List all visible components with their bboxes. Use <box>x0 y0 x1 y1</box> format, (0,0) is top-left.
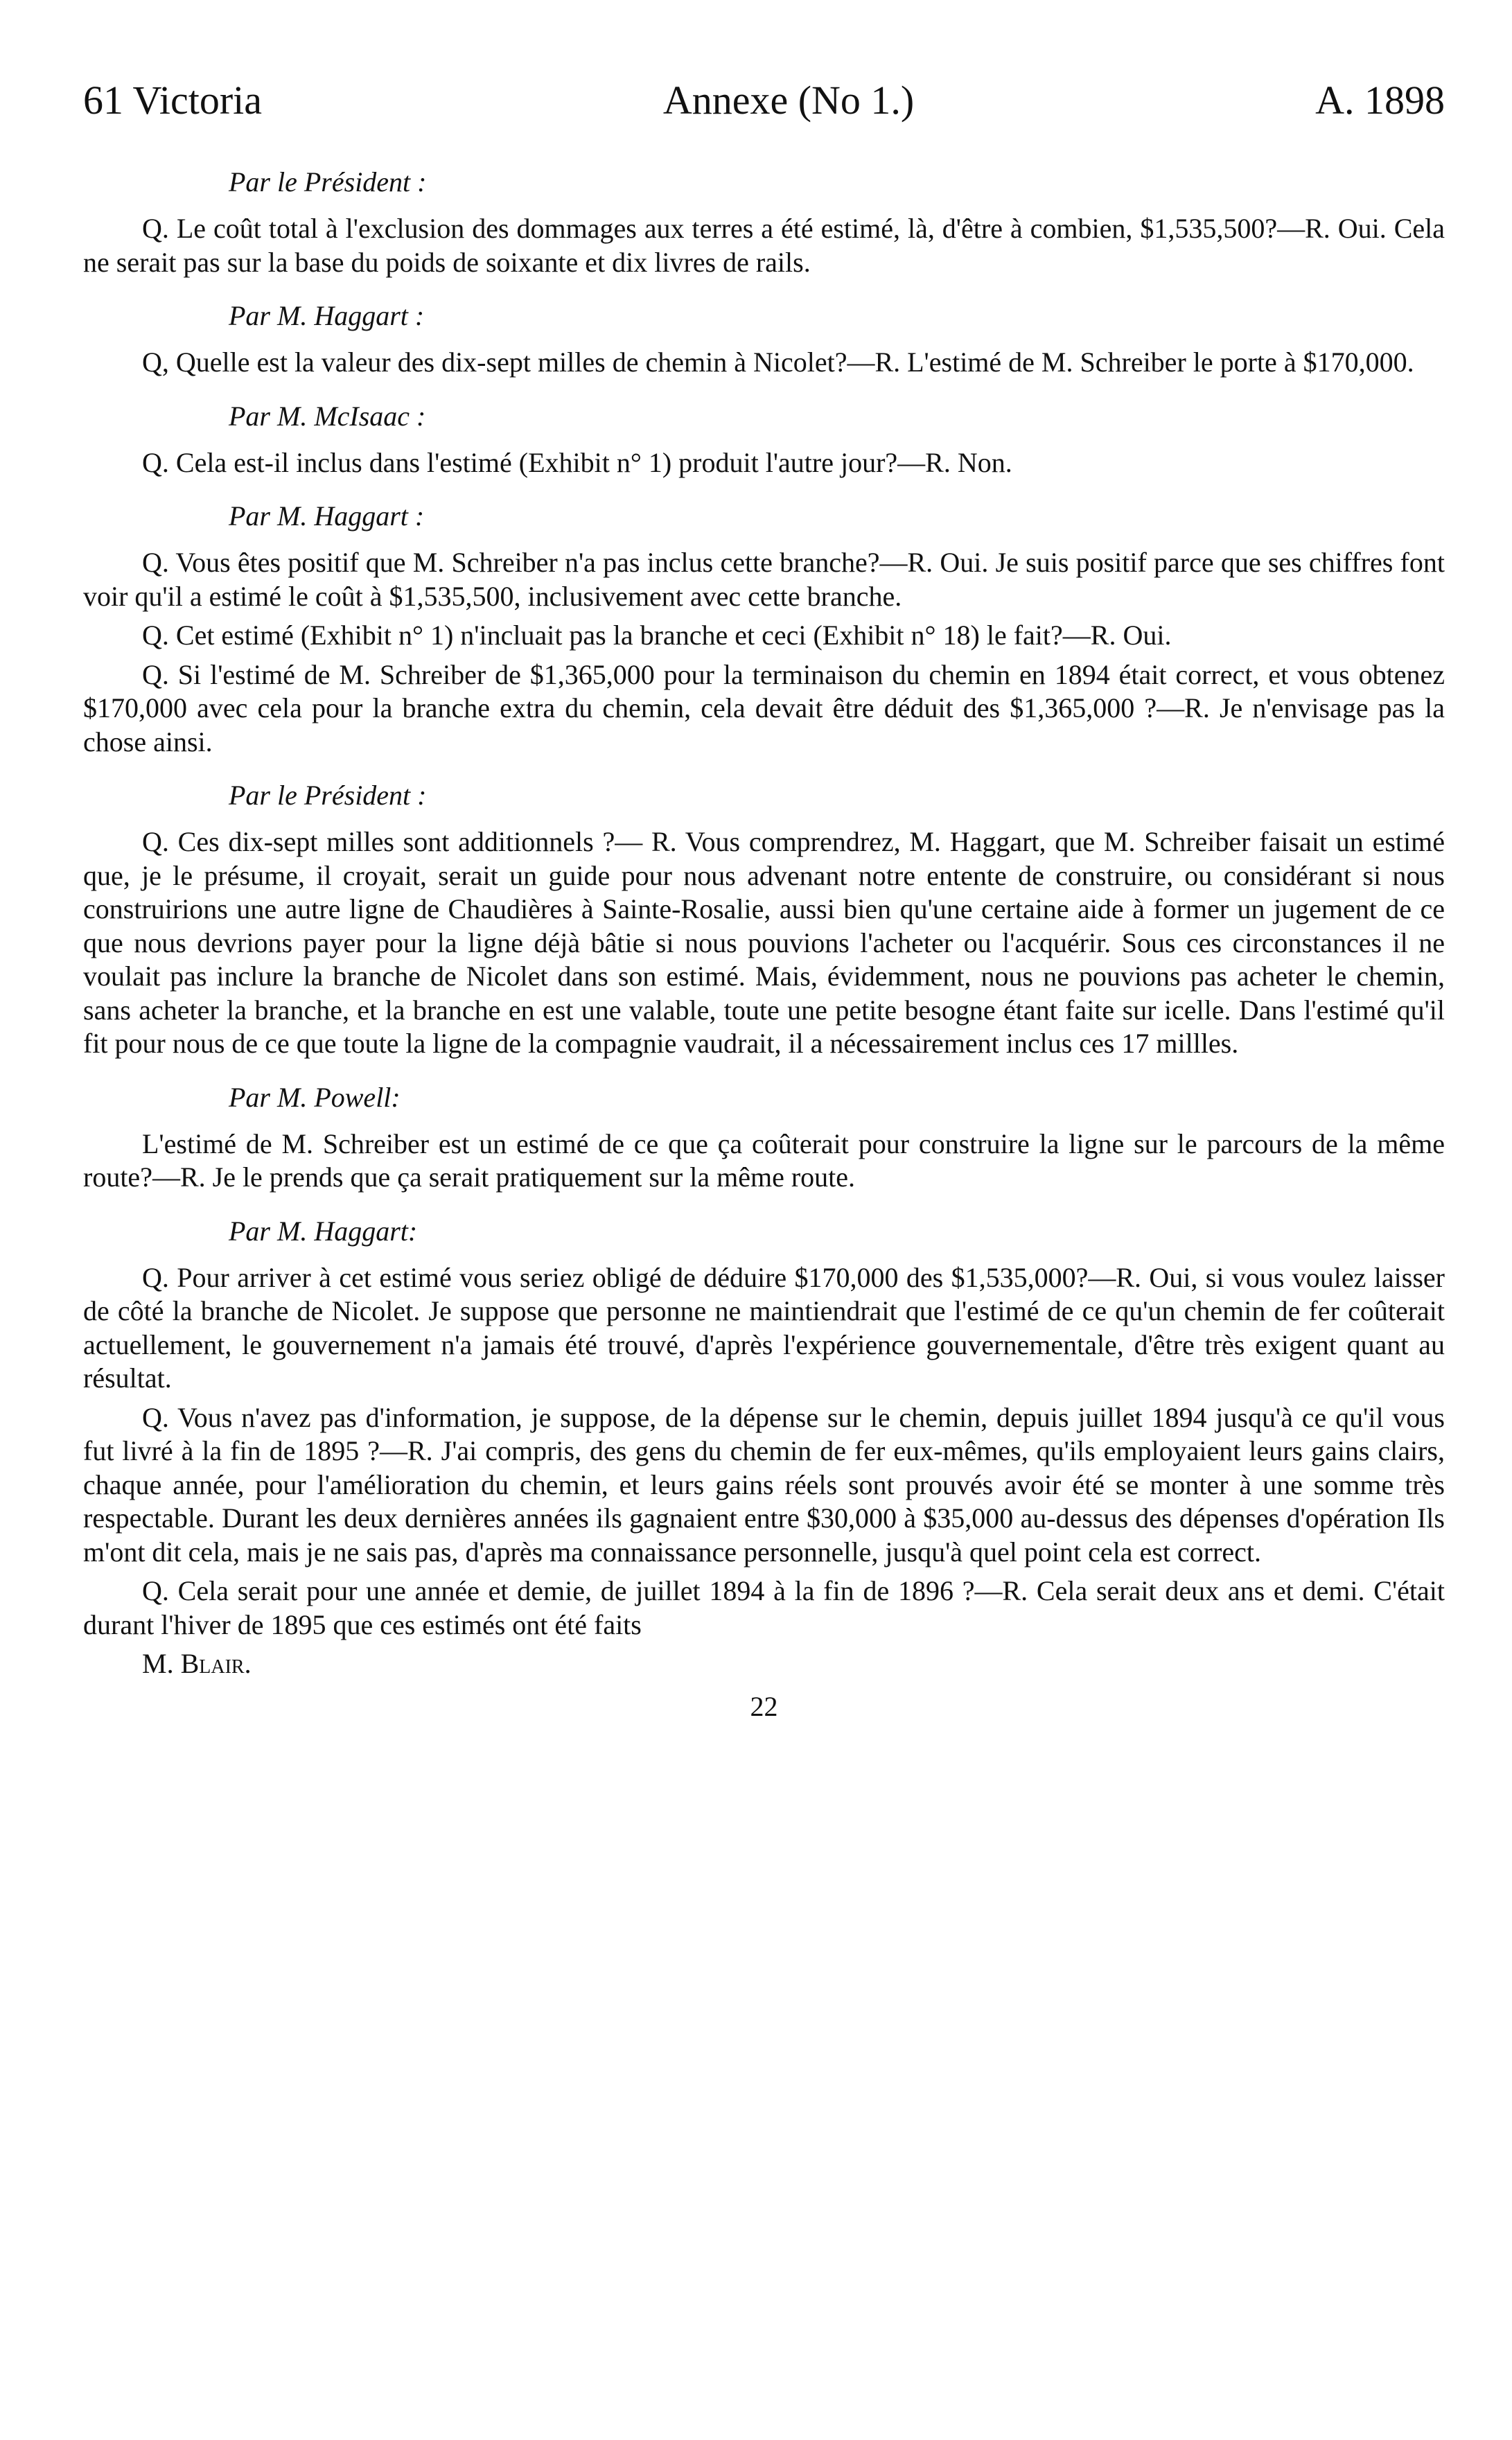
speaker-heading: Par M. McIsaac : <box>229 400 426 432</box>
page-footer <box>83 1690 1445 1723</box>
header-year: A. 1898 <box>1315 78 1445 123</box>
speaker-heading: Par M. Haggart : <box>229 300 425 331</box>
testimony-paragraph: Q, Quelle est la valeur des dix-sept milles de chemin à Nicolet?—R. L'estimé de M. Schreiber le porte à $170,000. <box>142 346 1414 378</box>
header-annex: Annexe (No 1.) <box>662 78 915 123</box>
testimony-paragraph: Q. Pour arriver à cet estimé vous seriez obligé de déduire $170,000 des $1,535,000?—R. Oui, si vous voulez laisser de côté la branche de Nicolet. Je suppose que personne ne maintiendrait que l'estimé de ce qu'un chemin de fer coûterait actuellement, le gouvernement n'a jamais été trouvé, d'après l'expérience gouvernementale, d'être très exigent quant au résultat. <box>83 1261 1445 1394</box>
testimony-paragraph: Q. Ces dix-sept milles sont additionnels ?— R. Vous comprendrez, M. Haggart, que M. Schreiber faisait un estimé que, je le présume, il croyait, serait un guide pour nous advenant notre entente de construire, ou considérant si nous construirions une autre ligne de Chaudières à Sainte-Rosalie, aussi bien qu'une certaine aide à former un jugement de ce que nous devrions payer pour la ligne déjà bâtie si nous pouvions l'acheter ou l'acquérir. Sous ces circonstances il ne voulait pas inclure la branche de Nicolet dans son estimé. Mais, évidemment, nous ne pouvions pas acheter le chemin, sans acheter la branche, et la branche en est une valable, toute une petite besogne étant faite sur icelle. Dans l'estimé qu'il fit pour nous de ce que toute la ligne de la compagnie vaudrait, il a nécessairement inclus ces 17 millles. <box>83 826 1445 1059</box>
speaker-heading: Par M. Haggart: <box>229 1215 418 1247</box>
testimony-paragraph: Q. Vous êtes positif que M. Schreiber n'a pas inclus cette branche?—R. Oui. Je suis positif parce que ses chiffres font voir qu'il a estimé le coût à $1,535,500, inclusivement avec cette branche. <box>83 547 1445 612</box>
document-page <box>83 76 1445 1723</box>
testimony-paragraph: Q. Cet estimé (Exhibit n° 1) n'incluait pas la branche et ceci (Exhibit n° 18) le fait?—R. Oui. <box>142 620 1172 651</box>
testimony-paragraph: Q. Cela est-il inclus dans l'estimé (Exhibit n° 1) produit l'autre jour?—R. Non. <box>142 446 1012 478</box>
document-body <box>83 165 1445 1642</box>
header-session: 61 Victoria <box>83 78 262 123</box>
speaker-heading: Par le Président : <box>229 166 427 198</box>
testimony-paragraph: Q. Cela serait pour une année et demie, de juillet 1894 à la fin de 1896 ?—R. Cela serait deux ans et demi. C'était durant l'hiver de 1895 que ces estimés ont été faits <box>83 1575 1445 1640</box>
page-header <box>83 76 1445 125</box>
speaker-heading: Par le Président : <box>229 780 427 811</box>
testimony-paragraph: Q. Vous n'avez pas d'information, je suppose, de la dépense sur le chemin, depuis juillet 1894 jusqu'à ce qu'il vous fut livré à la fin de 1895 ?—R. J'ai compris, des gens du chemin de fer eux-mêmes, qu'ils employaient leurs gains clairs, chaque année, pour l'amélioration du chemin, et leurs gains réels sont prouvés avoir été se monter à une somme très respectable. Durant les deux dernières années ils gagnaient entre $30,000 à $35,000 au-dessus des dépenses d'opération Ils m'ont dit cela, mais je ne sais pas, d'après ma connaissance personnelle, jusqu'à quel point cela est correct. <box>83 1401 1445 1568</box>
signature-name: M. Blair. <box>142 1648 252 1679</box>
signature-line <box>142 1647 1445 1680</box>
page-number: 22 <box>750 1691 778 1722</box>
testimony-paragraph: Q. Si l'estimé de M. Schreiber de $1,365,000 pour la terminaison du chemin en 1894 était correct, et vous obtenez $170,000 avec cela pour la branche extra du chemin, cela devait être déduit des $1,365,000 ?—R. Je n'envisage pas la chose ainsi. <box>83 658 1445 757</box>
speaker-heading: Par M. Powell: <box>229 1081 401 1113</box>
testimony-paragraph: L'estimé de M. Schreiber est un estimé de ce que ça coûterait pour construire la ligne sur le parcours de la même route?—R. Je le prends que ça serait pratiquement sur la même route. <box>83 1127 1445 1193</box>
speaker-heading: Par M. Haggart : <box>229 500 425 532</box>
testimony-paragraph: Q. Le coût total à l'exclusion des dommages aux terres a été estimé, là, d'être à combien, $1,535,500?—R. Oui. Cela ne serait pas sur la base du poids de soixante et dix livres de rails. <box>83 213 1445 278</box>
